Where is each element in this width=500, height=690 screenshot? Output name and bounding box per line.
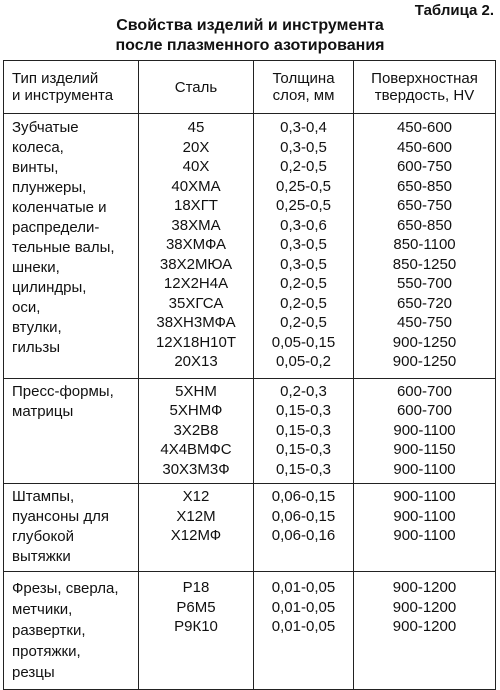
layer-thickness-value: 0,15-0,3 <box>275 421 332 439</box>
layer-thickness-value: 0,2-0,5 <box>280 294 327 312</box>
layer-thickness-value: 0,06-0,16 <box>271 527 336 544</box>
layer-thickness-value: 0,01-0,05 <box>271 579 336 596</box>
surface-hardness-value: 900-1100 <box>393 421 456 439</box>
layer-thickness-value: 0,3-0,5 <box>280 138 327 156</box>
layer-thickness-value: 0,2-0,3 <box>280 382 327 400</box>
steel-grade-value: 20Х <box>182 138 210 156</box>
product-type-line: пуансоны для <box>12 508 109 525</box>
layer-thickness-value: 0,01-0,05 <box>271 598 336 616</box>
surface-hardness-value: 450-750 <box>396 314 453 331</box>
surface-hardness-value: 850-1250 <box>392 255 457 273</box>
surface-hardness-value: 900-1150 <box>393 441 456 458</box>
product-type-line: шнеки, <box>12 259 60 276</box>
steel-grade-value: 35ХГСА <box>168 294 224 312</box>
surface-hardness-value: 600-700 <box>396 382 453 400</box>
layer-thickness-value: 0,15-0,3 <box>275 402 332 419</box>
steel-grade-value: 38ХМФА <box>165 236 227 253</box>
product-type-line: Фрезы, сверла, <box>12 580 119 597</box>
header-thickness-line: Толщина <box>272 70 335 87</box>
steel-grade-value: 40Х <box>182 158 210 175</box>
product-type-line: резцы <box>12 664 55 681</box>
steel-grade-value: Р18 <box>182 579 210 596</box>
header-steel <box>139 61 254 114</box>
layer-thickness-cell <box>254 114 354 379</box>
surface-hardness-value: 900-1200 <box>392 598 457 616</box>
layer-thickness-value: 0,3-0,5 <box>280 255 327 273</box>
product-type-line: Пресс-формы, <box>12 382 114 400</box>
header-product-line: и инструмента <box>12 87 114 104</box>
layer-thickness-value: 0,25-0,5 <box>275 177 332 195</box>
surface-hardness-value: 900-1250 <box>392 353 457 370</box>
product-type-line: гильзы <box>12 339 61 356</box>
layer-thickness-value: 0,05-0,15 <box>271 333 336 351</box>
nitriding-properties-table <box>3 60 496 690</box>
steel-grade-value: 30Х3М3Ф <box>162 460 230 478</box>
surface-hardness-value: 600-700 <box>396 402 453 419</box>
steel-grade-cell <box>139 484 254 572</box>
title-line-2: после плазменного азотирования <box>115 37 385 54</box>
product-type-cell <box>4 572 139 690</box>
product-type-line: метчики, <box>12 601 73 618</box>
layer-thickness-value: 0,06-0,15 <box>271 507 336 525</box>
surface-hardness-value: 650-850 <box>396 177 453 195</box>
surface-hardness-cell <box>354 484 496 572</box>
layer-thickness-value: 0,01-0,05 <box>271 618 336 635</box>
steel-grade-value: 4Х4ВМФС <box>160 441 232 458</box>
layer-thickness-value: 0,3-0,5 <box>280 236 327 253</box>
surface-hardness-value: 900-1100 <box>393 507 456 525</box>
header-row <box>4 61 496 114</box>
steel-grade-cell <box>139 378 254 484</box>
surface-hardness-value: 600-750 <box>396 158 453 175</box>
layer-thickness-cell <box>254 572 354 690</box>
layer-thickness-value: 0,15-0,3 <box>275 460 332 478</box>
product-type-line: оси, <box>12 299 41 316</box>
layer-thickness-cell <box>254 378 354 484</box>
surface-hardness-value: 850-1100 <box>393 236 456 253</box>
product-type-line: тельные валы, <box>12 239 115 256</box>
header-steel-line: Сталь <box>174 78 218 96</box>
steel-grade-value: 40ХМА <box>171 177 221 195</box>
layer-thickness-value: 0,3-0,6 <box>280 216 327 234</box>
surface-hardness-value: 650-850 <box>396 216 453 234</box>
steel-grade-value: 5ХНМ <box>175 382 217 400</box>
surface-hardness-value: 650-750 <box>396 197 453 214</box>
product-type-line: плунжеры, <box>12 179 87 196</box>
steel-grade-cell <box>139 572 254 690</box>
steel-grade-value: 20Х13 <box>174 353 218 370</box>
header-product-line: Тип изделий <box>12 70 99 87</box>
steel-grade-value: Х12МФ <box>170 527 222 544</box>
surface-hardness-value: 900-1100 <box>393 460 456 478</box>
layer-thickness-value: 0,2-0,5 <box>280 158 327 175</box>
layer-thickness-value: 0,2-0,5 <box>280 275 327 292</box>
header-product <box>4 61 139 114</box>
surface-hardness-value: 900-1100 <box>393 488 456 505</box>
product-type-line: матрицы <box>12 402 74 420</box>
steel-grade-value: 38Х2МЮА <box>159 255 233 273</box>
product-type-cell <box>4 378 139 484</box>
surface-hardness-value: 450-600 <box>396 138 453 156</box>
product-type-line: цилиндры, <box>12 279 87 296</box>
steel-grade-value: Х12 <box>182 488 210 505</box>
surface-hardness-value: 450-600 <box>396 119 453 136</box>
layer-thickness-value: 0,06-0,15 <box>271 488 336 505</box>
steel-grade-value: Х12М <box>176 507 216 525</box>
layer-thickness-value: 0,05-0,2 <box>275 353 332 370</box>
steel-grade-value: Р6М5 <box>176 598 216 616</box>
steel-grade-value: 38ХН3МФА <box>156 314 236 331</box>
product-type-line: втулки, <box>12 319 62 336</box>
product-type-line: развертки, <box>12 622 86 639</box>
table-row-group <box>4 484 496 572</box>
product-type-line: винты, <box>12 159 59 176</box>
table-number-label: Таблица 2. <box>414 2 494 19</box>
product-type-line: вытяжки <box>12 548 71 565</box>
surface-hardness-value: 650-720 <box>396 294 453 312</box>
header-thickness <box>254 61 354 114</box>
header-hardness <box>354 61 496 114</box>
product-type-line: глубокой <box>12 528 74 545</box>
product-type-line: протяжки, <box>12 643 81 660</box>
surface-hardness-value: 550-700 <box>396 275 453 292</box>
steel-grade-value: 12Х2Н4А <box>163 275 229 292</box>
table-title <box>0 16 500 56</box>
surface-hardness-cell <box>354 114 496 379</box>
surface-hardness-cell <box>354 378 496 484</box>
header-hardness-line: твердость, HV <box>374 87 475 104</box>
steel-grade-value: 5ХНМФ <box>169 402 223 419</box>
steel-grade-value: 3Х2В8 <box>173 421 219 439</box>
steel-grade-value: 18ХГТ <box>174 197 218 214</box>
product-type-line: Зубчатые <box>12 119 79 136</box>
table-row-group <box>4 114 496 379</box>
product-type-cell <box>4 114 139 379</box>
layer-thickness-value: 0,25-0,5 <box>275 197 332 214</box>
title-line-1: Свойства изделий и инструмента <box>116 17 384 34</box>
surface-hardness-value: 900-1250 <box>392 333 457 351</box>
steel-grade-value: 38ХМА <box>171 216 221 234</box>
product-type-line: распредели- <box>12 219 100 236</box>
header-thickness-line: слоя, мм <box>272 87 335 104</box>
layer-thickness-value: 0,2-0,5 <box>280 314 327 331</box>
steel-grade-cell <box>139 114 254 379</box>
surface-hardness-value: 900-1200 <box>392 579 457 596</box>
table-row-group <box>4 378 496 484</box>
surface-hardness-cell <box>354 572 496 690</box>
layer-thickness-cell <box>254 484 354 572</box>
steel-grade-value: 12Х18Н10Т <box>155 333 237 351</box>
product-type-cell <box>4 484 139 572</box>
surface-hardness-value: 900-1100 <box>393 527 456 544</box>
steel-grade-value: Р9К10 <box>174 618 218 635</box>
table-row-group <box>4 572 496 690</box>
layer-thickness-value: 0,15-0,3 <box>275 441 332 458</box>
surface-hardness-value: 900-1200 <box>392 618 457 635</box>
header-hardness-line: Поверхностная <box>371 70 478 87</box>
layer-thickness-value: 0,3-0,4 <box>280 119 327 136</box>
product-type-line: Штампы, <box>12 488 75 505</box>
steel-grade-value: 45 <box>187 119 205 136</box>
product-type-line: колеса, <box>12 139 64 156</box>
product-type-line: коленчатые и <box>12 199 107 216</box>
